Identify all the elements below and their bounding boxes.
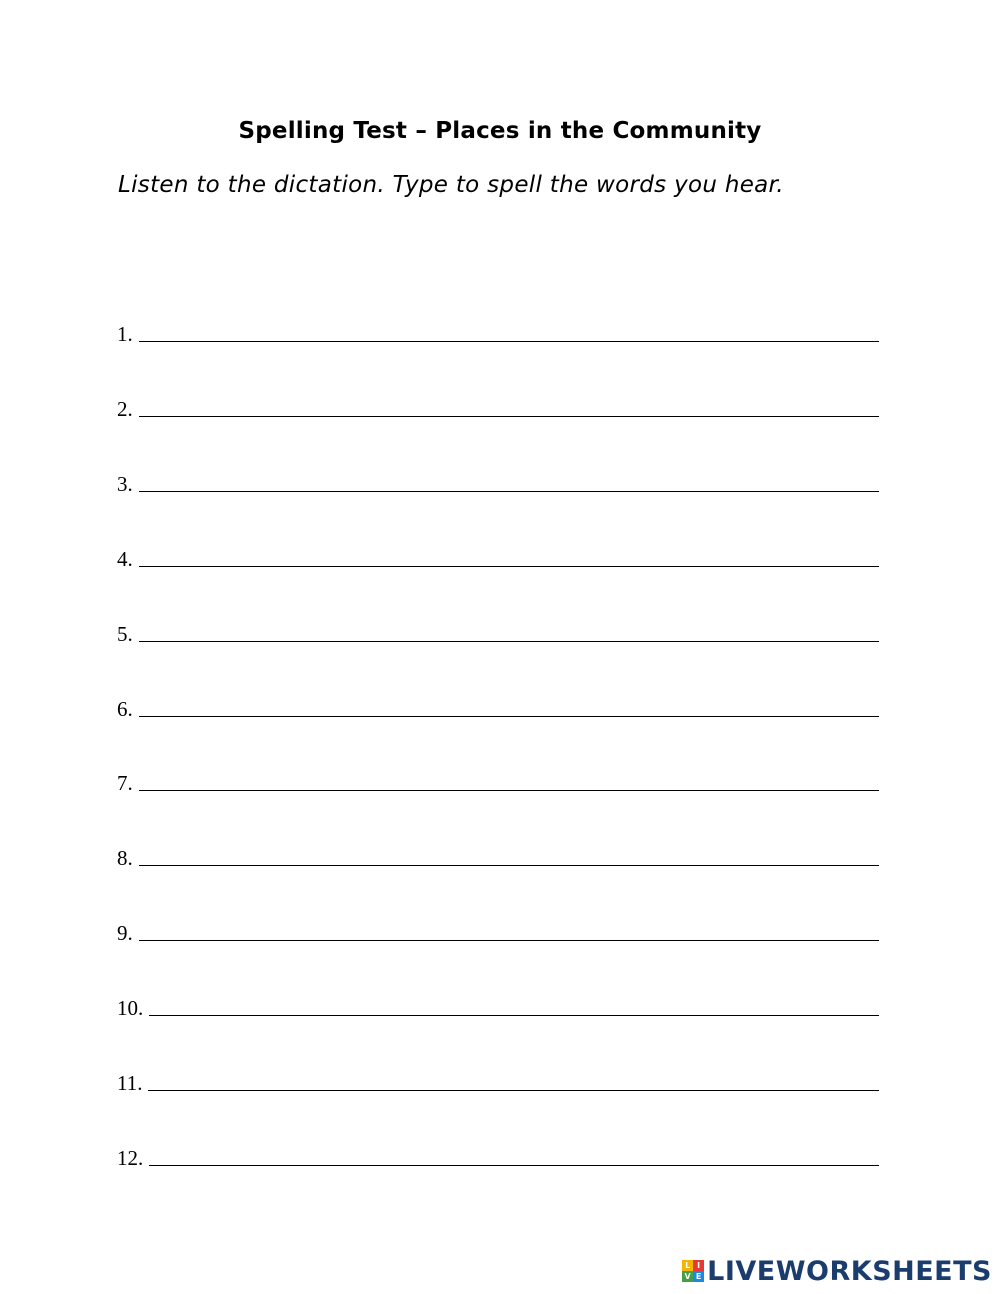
answer-number: 2. (117, 397, 133, 421)
answer-input-5[interactable] (139, 620, 879, 642)
answer-row-5 (117, 606, 879, 646)
answer-input-11[interactable] (148, 1069, 879, 1091)
answer-list (117, 0, 879, 1294)
answer-input-8[interactable] (139, 844, 879, 866)
answer-input-2[interactable] (139, 395, 879, 417)
answer-input-1[interactable] (139, 320, 879, 342)
answer-row-7 (117, 755, 879, 795)
answer-row-11 (117, 1055, 879, 1095)
answer-number: 6. (117, 697, 133, 721)
worksheet-title: Spelling Test – Places in the Community (238, 118, 762, 144)
answer-input-6[interactable] (139, 695, 879, 717)
answer-number: 11. (117, 1071, 143, 1095)
answer-row-3 (117, 456, 879, 496)
answer-number: 7. (117, 771, 133, 795)
answer-row-8 (117, 830, 879, 870)
answer-input-9[interactable] (139, 919, 879, 941)
answer-row-4 (117, 531, 879, 571)
answer-number: 10. (117, 996, 144, 1020)
answer-row-2 (117, 381, 879, 421)
logo-tile: E (693, 1271, 704, 1282)
answer-number: 12. (117, 1146, 144, 1170)
answer-input-12[interactable] (149, 1144, 879, 1166)
answer-input-4[interactable] (139, 545, 879, 567)
answer-number: 4. (117, 547, 133, 571)
answer-row-10 (117, 980, 879, 1020)
answer-number: 3. (117, 472, 133, 496)
logo-tile: I (693, 1260, 704, 1271)
answer-number: 9. (117, 921, 133, 945)
liveworksheets-brand[interactable] (682, 1256, 992, 1286)
answer-number: 1. (117, 322, 133, 346)
answer-number: 5. (117, 622, 133, 646)
answer-input-7[interactable] (139, 769, 879, 791)
worksheet-instructions: Listen to the dictation. Type to spell the words you hear. (118, 172, 784, 198)
answer-row-9 (117, 905, 879, 945)
answer-input-10[interactable] (149, 994, 879, 1016)
answer-number: 8. (117, 846, 133, 870)
answer-row-12 (117, 1130, 879, 1170)
liveworksheets-logo-icon (682, 1260, 704, 1282)
answer-input-3[interactable] (139, 470, 879, 492)
logo-tile: L (682, 1260, 693, 1271)
answer-row-1 (117, 306, 879, 346)
brand-name: LIVEWORKSHEETS (707, 1255, 992, 1287)
logo-tile: V (682, 1271, 693, 1282)
answer-row-6 (117, 681, 879, 721)
